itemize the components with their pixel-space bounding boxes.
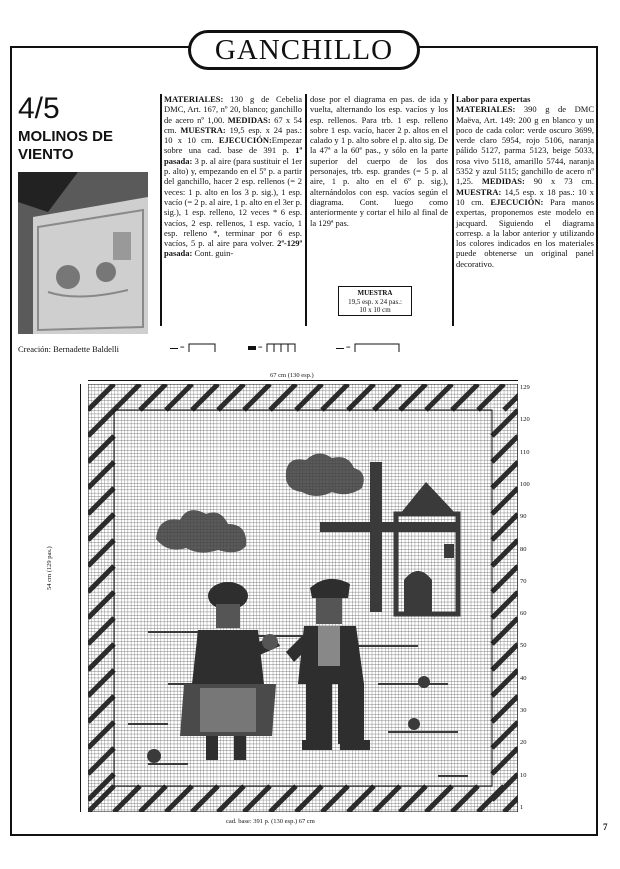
instructions-column-1: MATERIALES: 130 g de Cebelia DMC, Art. 167, nº 20, blanco; ganchillo de acero nº 1,00. MEDIDAS: 67 x 54 cm. MUESTRA: 19,5 esp. x 24 pas.: 10 x 10 cm. EJECUCIÓN:Empezar sobre una cad. base de 391 p. 1ª pasada: 3 p. al aire (para sustituir el 1er p. alto) y, empezando en el 5º p. a partir del ganchillo, hacer 2 esp. rellenos (= 2 veces: 1 p. alto en los 3 p. sig.), 1 esp. vacío (= 2 p. al aire, 1 p. alto en el 3er p. sig.), 1 esp. relleno, 12 veces * 6 esp. vacíos, 2 esp. rellenos, 1 esp. vacío, 1 esp. relleno *, terminar por 6 esp. vacíos, 5 p. al aire para volver. 2ª-129ª pasada: Cont. guin- [164, 94, 303, 259]
doily-photo [18, 172, 148, 334]
column-divider [452, 94, 454, 326]
row-label: 20 [520, 739, 527, 747]
dimension-line [80, 384, 81, 812]
row-label: 70 [520, 577, 527, 585]
filet-crochet-diagram [88, 384, 518, 812]
instructions-column-3: Labor para expertas MATERIALES: 390 g de DMC Maëva, Art. 149: 200 g en blanco y un poco de cada color: verde oscuro 3699, verde claro 5954, rojo 5106, naranja pálido 5127, parma 5123, beige 5033, rosa vivo 5118, amarillo 5744, naranja 5352 y azul 5115; ganchillo de acero nº 1,25. MEDIDAS: 90 x 73 cm. MUESTRA: 14,5 esp. x 18 pas.: 10 x 10 cm. EJECUCIÓN: Para manos expertas, proponemos este modelo en jacquard. Siguiendo el diagrama corresp. a la labor anterior y utilizando los colores indicados en los materiales puede obtenerse un original panel decorativo. [456, 94, 595, 269]
instructions-column-2: dose por el diagrama en pas. de ida y vuelta, alternando los esp. vacíos y los esp. rellenos. Para trb. 1 esp. relleno sobre 1 esp. vacío, hacer 2 p. altos en el calado y 1 p. alto sobre el p. alto sig. De la 47ª a la 60ª pas., y sólo en la parte superior del cuerpo de los dos personajes, trb. esp. grandes (= 5 p. al aire, 1 p. alto en el 6º p. sig.), alternándolos con esp. vacíos según el diagrama. Cont. luego como anteriormente y cortar el hilo al final de la 129ª pas. [310, 94, 448, 228]
row-label: 110 [520, 448, 530, 456]
diagram-bottom-dimension: cad. base: 391 p. (130 esp.) 67 cm [226, 818, 315, 825]
row-label: 40 [520, 674, 527, 682]
row-label: 30 [520, 707, 527, 715]
row-label: 50 [520, 642, 527, 650]
row-label: 100 [520, 480, 530, 488]
dimension-line [88, 380, 518, 381]
pattern-title: MOLINOS DE VIENTO [18, 128, 114, 163]
row-label: 10 [520, 771, 527, 779]
page-number: 7 [603, 822, 608, 832]
row-label: 60 [520, 610, 527, 618]
row-label: 129 [520, 384, 530, 391]
legend-filled-space: = [248, 342, 297, 354]
column-divider [305, 94, 307, 326]
pattern-credit: Creación: Bernadette Baldelli [18, 344, 120, 354]
magazine-title: GANCHILLO [188, 30, 420, 70]
row-label: 1 [520, 804, 524, 811]
row-label: 90 [520, 513, 527, 521]
muestra-box: MUESTRA 19,5 esp. x 24 pas.: 10 x 10 cm [338, 286, 412, 316]
diagram-top-dimension: 67 cm (130 esp.) [270, 372, 314, 379]
pattern-number: 4/5 [18, 92, 60, 125]
diagram-left-dimension: 54 cm (129 pas.) [46, 546, 53, 590]
legend-empty-space: = [170, 342, 217, 354]
row-label: 80 [520, 545, 527, 553]
legend-large-space: = [336, 342, 401, 354]
row-label: 120 [520, 416, 530, 424]
column-divider [160, 94, 162, 326]
